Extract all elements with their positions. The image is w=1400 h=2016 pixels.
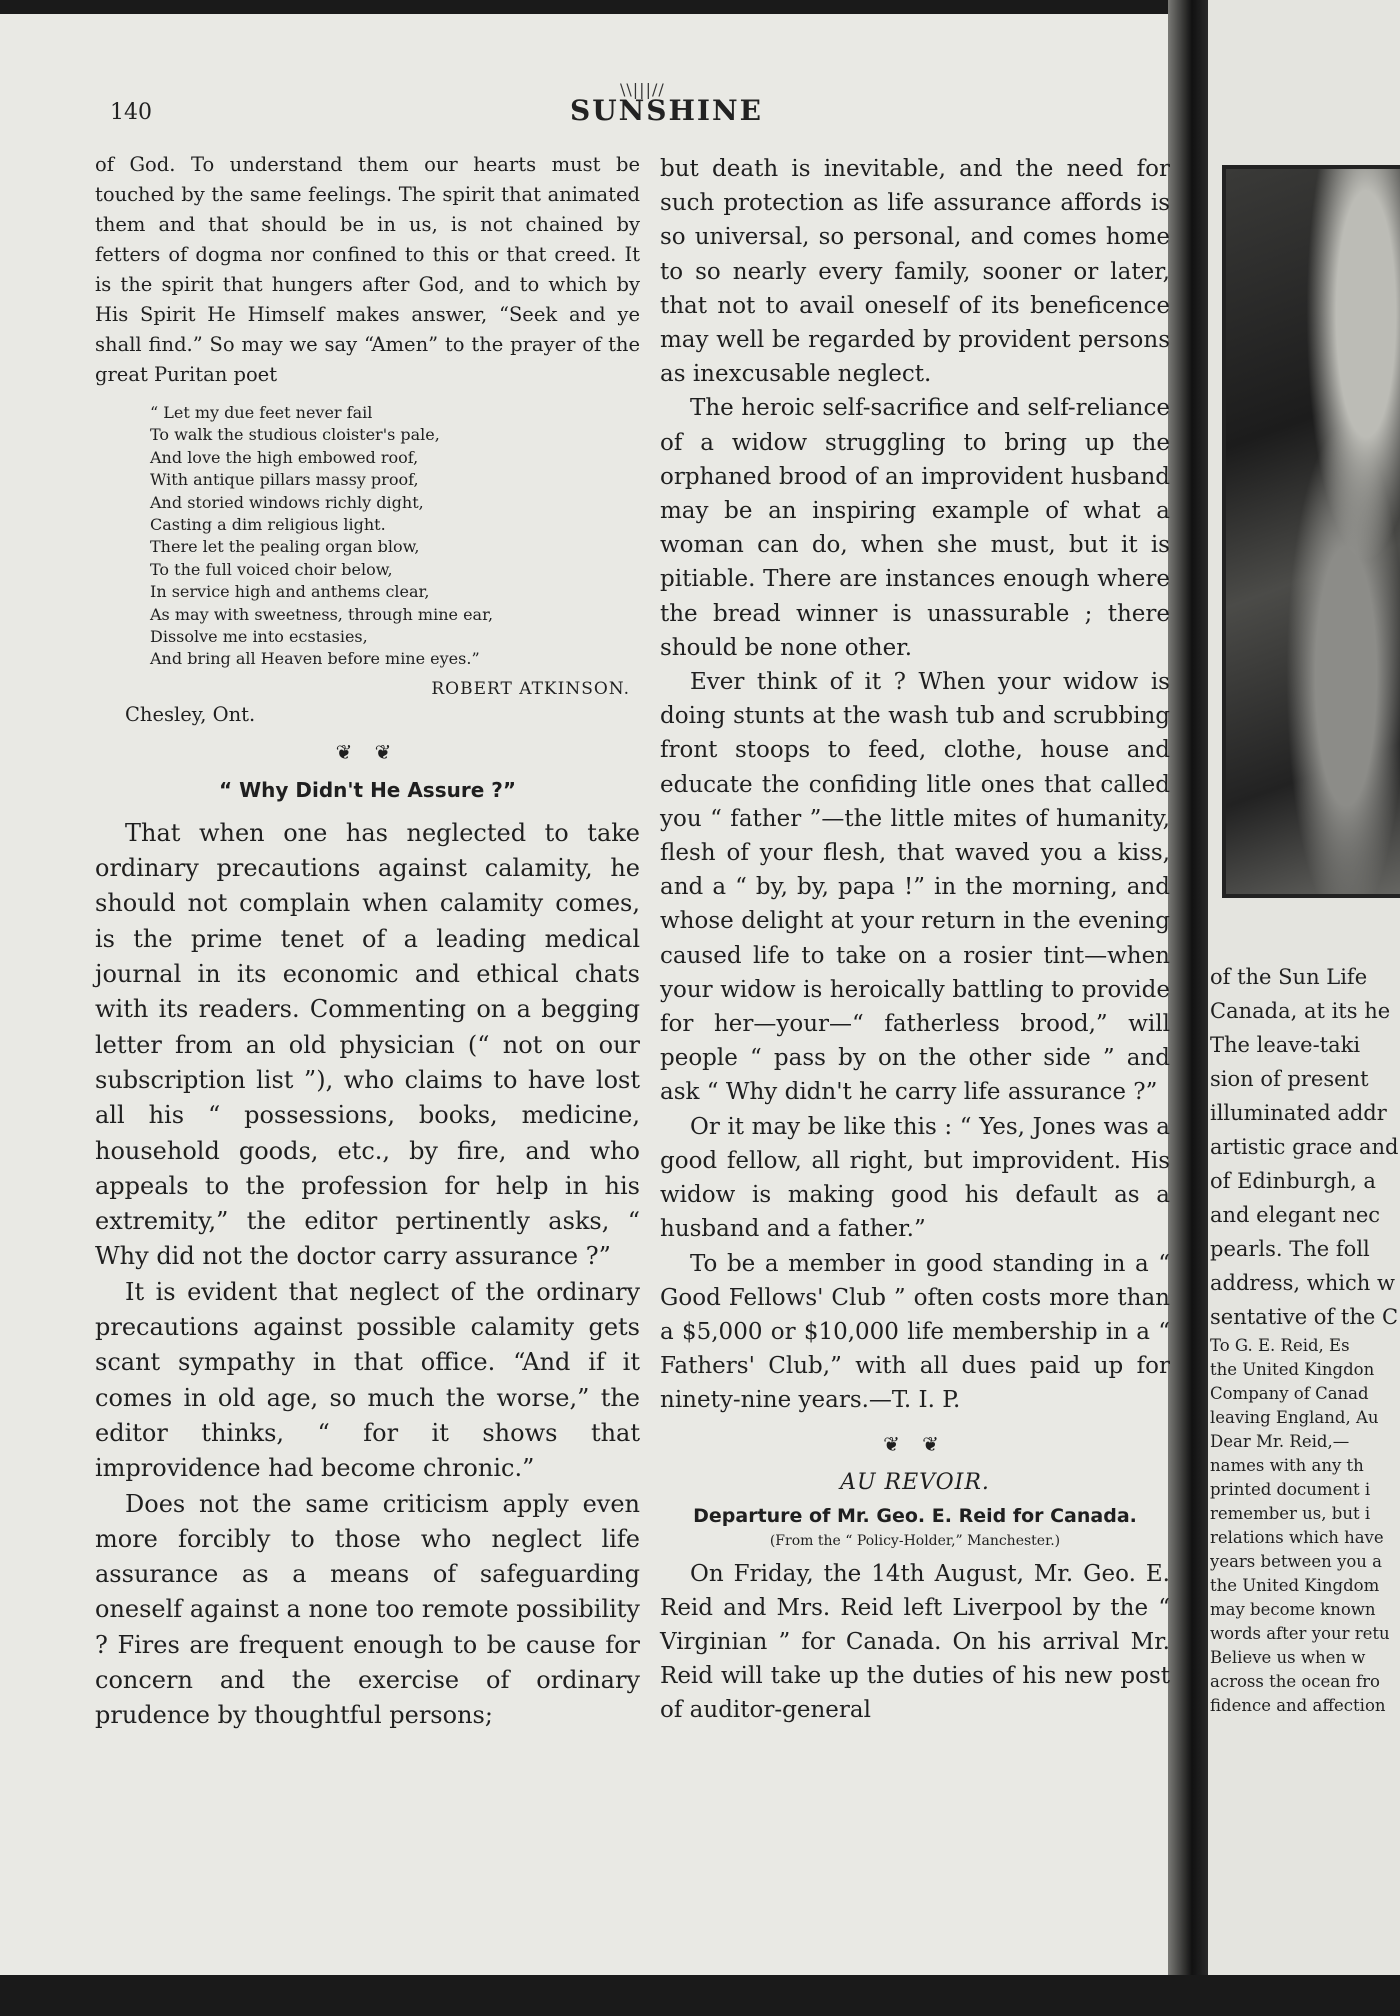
text-line: fidence and affection	[1210, 1696, 1386, 1715]
poem-line: Casting a dim religious light.	[150, 515, 386, 535]
text-line: remember us, but i	[1210, 1504, 1371, 1523]
article-paragraph: It is evident that neglect of the ordinary precautions against possible calamity gets scant sympathy in that office. “And if it comes in old age, so much the worse,” the editor thinks, “ for it shows that improvidence had become chronic.”	[95, 1277, 640, 1483]
text-line: The leave-taki	[1210, 1033, 1361, 1057]
text-line: relations which have	[1210, 1528, 1384, 1547]
poem-line: And bring all Heaven before mine eyes.”	[150, 649, 480, 669]
poem-line: In service high and anthems clear,	[150, 582, 430, 602]
text-line: names with any th	[1210, 1456, 1364, 1475]
text-line: across the ocean fro	[1210, 1672, 1380, 1691]
article-subhead: Departure of Mr. Geo. E. Reid for Canada.	[693, 1504, 1137, 1527]
poem-line: As may with sweetness, through mine ear,	[150, 604, 494, 624]
text-line: leaving England, Au	[1210, 1408, 1379, 1427]
article-paragraph: On Friday, the 14th August, Mr. Geo. E. Reid and Mrs. Reid left Liverpool by the “ Virginian ” for Canada. On his arrival Mr. Reid will take up the duties of his new post of auditor-general	[660, 1560, 1170, 1724]
text-line: Believe us when w	[1210, 1648, 1366, 1667]
page-header	[110, 80, 1190, 138]
poem-line: To the full voiced choir below,	[150, 559, 393, 579]
text-line: Dear Mr. Reid,—	[1210, 1432, 1350, 1451]
article-paragraph: but death is inevitable, and the need for such protection as life assurance affords is so universal, so personal, and comes home to so nearly every family, sooner or later, that not to avail oneself of its beneficence may well be regarded by provident persons as inexcusable neglect.	[660, 156, 1170, 388]
text-line: address, which w	[1210, 1271, 1395, 1295]
author-place: Chesley, Ont.	[125, 702, 256, 726]
text-line: printed document i	[1210, 1480, 1371, 1499]
landscape-photo	[1222, 165, 1400, 898]
poem-line: And storied windows richly dight,	[150, 492, 424, 512]
article-paragraph: The heroic self-sacrifice and self-reliance of a widow struggling to bring up the orphaned brood of an improvident husband may be an inspiring example of what a woman can do, when she must, but it is pitiable. There are instances enough where the bread winner is unassurable ; there should be none other.	[660, 395, 1170, 661]
poem-line: There let the pealing organ blow,	[150, 537, 420, 557]
text-line: the United Kingdom	[1210, 1576, 1380, 1595]
intro-paragraph: of God. To understand them our hearts must be touched by the same feelings. The spirit that animated them and that should be in us, is not chained by fetters of dogma nor confined to this or that creed. It is the spirit that hungers after God, and to which by His Spirit He Himself makes answer, “Seek and ye shall find.” So may we say “Amen” to the prayer of the great Puritan poet	[95, 153, 640, 386]
source-credit: (From the “ Policy-Holder,” Manchester.)	[769, 1532, 1061, 1549]
text-line: the United Kingdon	[1210, 1360, 1375, 1379]
text-line: illuminated addr	[1210, 1101, 1387, 1125]
poem-line: With antique pillars massy proof,	[150, 470, 419, 490]
text-line: sentative of the C	[1210, 1305, 1399, 1329]
text-line: of the Sun Life	[1210, 965, 1368, 989]
poem-line: Dissolve me into ecstasies,	[150, 627, 368, 647]
text-line: may become known	[1210, 1600, 1376, 1619]
book-spine	[1168, 0, 1208, 2016]
text-line: words after your retu	[1210, 1624, 1390, 1643]
ornament-icon: ❦ ❦	[883, 1431, 947, 1456]
article-paragraph: To be a member in good standing in a “ Good Fellows' Club ” often costs more than a $5,000 or $10,000 life membership in a “ Fathers' Club,” with all dues paid up for ninety-nine years.—T. I. P.	[660, 1250, 1170, 1414]
page-number: 140	[110, 100, 152, 125]
text-line: years between you a	[1210, 1552, 1382, 1571]
text-line: pearls. The foll	[1210, 1237, 1370, 1261]
article-paragraph: That when one has neglected to take ordinary precautions against calamity, he should not complain when calamity comes, is the prime tenet of a leading medical journal in its economic and ethical chats with its readers. Commenting on a begging letter from an old physician (“ not on our subscription list ”), who claims to have lost all his “ possessions, books, medicine, household goods, etc., by fire, and who appeals to the profession for help in his extremity,” the editor pertinently asks, “ Why did not the doctor carry assurance ?”	[95, 818, 640, 1271]
article-paragraph: Ever think of it ? When your widow is doing stunts at the wash tub and scrubbing front stoops to feed, clothe, house and educate the confiding litle ones that called you “ father ”—the little mites of humanity, flesh of your flesh, that waved you a kiss, and a “ by, by, papa !” in the morning, and whose delight at your return in the evening caused life to take on a rosier tint—when your widow is heroically battling to provide for her—your—“ fatherless brood,” will people “ pass by on the other side ” and ask “ Why didn't he carry life assurance ?”	[660, 669, 1170, 1106]
poem	[150, 402, 640, 671]
poem-line: And love the high embowed roof,	[150, 447, 419, 467]
poem-line: “ Let my due feet never fail	[150, 403, 373, 422]
masthead-title: SUNSHINE	[570, 94, 763, 127]
text-line: of Edinburgh, a	[1210, 1169, 1376, 1193]
poem-author: ROBERT ATKINSON.	[431, 678, 630, 699]
middle-column	[660, 152, 1170, 1728]
sun-rays-icon: \\|||//	[620, 80, 665, 99]
text-line: artistic grace and	[1210, 1135, 1399, 1159]
text-line: To G. E. Reid, Es	[1210, 1336, 1350, 1355]
left-column	[95, 150, 640, 1734]
article-paragraph: Does not the same criticism apply even more forcibly to those who neglect life assurance as a means of safeguarding oneself against a none too remote possibility ? Fires are frequent enough to be cause for concern and the exercise of ordinary prudence by thoughtful persons;	[95, 1489, 640, 1730]
ornament-icon: ❦ ❦	[335, 739, 400, 764]
text-line: Canada, at its he	[1210, 999, 1391, 1023]
article-title: “ Why Didn't He Assure ?”	[219, 777, 516, 802]
article-paragraph: Or it may be like this : “ Yes, Jones was a good fellow, all right, but improvident. His widow is making good his default as a husband and a father.”	[660, 1113, 1170, 1243]
bottom-shadow	[0, 1975, 1400, 2016]
text-line: sion of present	[1210, 1067, 1369, 1091]
text-line: and elegant nec	[1210, 1203, 1381, 1227]
poem-line: To walk the studious cloister's pale,	[150, 425, 440, 445]
right-column	[1210, 960, 1400, 1718]
section-title: AU REVOIR.	[840, 1469, 990, 1495]
text-line: Company of Canad	[1210, 1384, 1369, 1403]
